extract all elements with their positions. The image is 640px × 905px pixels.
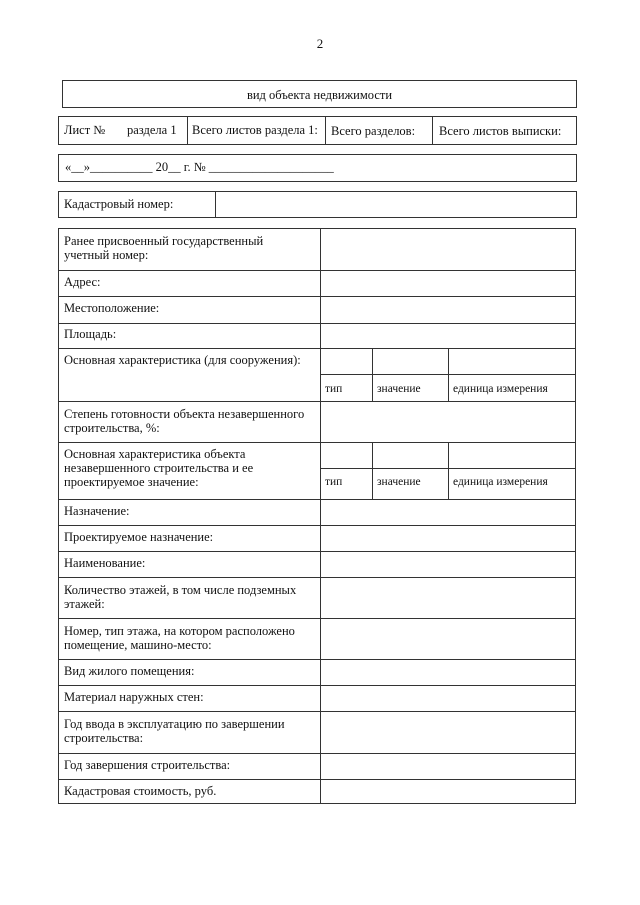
char-type-header: тип: [325, 383, 343, 395]
object-type-label: вид объекта недвижимости: [246, 88, 393, 102]
value-previous-number[interactable]: [321, 229, 575, 270]
unfinished-char-value-header: значение: [377, 476, 421, 488]
section-label: раздела 1: [127, 123, 177, 137]
value-location[interactable]: [321, 297, 575, 323]
value-floor-number[interactable]: [321, 619, 575, 659]
object-type-box: [62, 80, 577, 108]
cadastral-number-box: [58, 191, 577, 218]
row-label-previous-number: Ранее присвоенный государственный учетный номер:: [64, 234, 264, 262]
cadastral-number-label: Кадастровый номер:: [64, 197, 174, 211]
date-number-line[interactable]: «__»__________ 20__ г. № ____________________: [65, 160, 334, 174]
sheet-no-label: Лист №: [64, 123, 106, 137]
row-label-completion-year: Год завершения строительства:: [64, 758, 231, 772]
row-label-purpose: Назначение:: [64, 504, 130, 518]
object-details-table: [58, 228, 576, 804]
value-residential-type[interactable]: [321, 660, 575, 685]
unfinished-char-unit-header: единица измерения: [453, 476, 548, 488]
value-wall-material[interactable]: [321, 686, 575, 711]
row-label-floors-count: Количество этажей, в том числе подземных этажей:: [64, 583, 297, 611]
date-number-box: [58, 154, 577, 182]
unfinished-char-type-header: тип: [325, 476, 343, 488]
value-address[interactable]: [321, 271, 575, 296]
value-completion-year[interactable]: [321, 754, 575, 779]
page-number: 2: [316, 36, 324, 51]
row-label-commissioning-year: Год ввода в эксплуатацию по завершении строительства:: [64, 717, 285, 745]
value-name[interactable]: [321, 552, 575, 577]
value-area[interactable]: [321, 324, 575, 348]
value-commissioning-year[interactable]: [321, 712, 575, 753]
row-label-structure-characteristic: Основная характеристика (для сооружения):: [64, 353, 301, 367]
row-label-address: Адрес:: [64, 275, 101, 289]
total-section-sheets-label: Всего листов раздела 1:: [192, 123, 318, 137]
sheet-info-row: [58, 116, 577, 145]
row-label-floor-number: Номер, тип этажа, на котором расположено помещение, машино-место:: [64, 624, 295, 652]
char-value-header: значение: [377, 383, 421, 395]
value-planned-purpose[interactable]: [321, 526, 575, 551]
total-extract-sheets-label: Всего листов выписки:: [439, 124, 562, 138]
char-unit-header: единица измерения: [453, 383, 548, 395]
row-label-planned-purpose: Проектируемое назначение:: [64, 530, 214, 544]
value-floors-count[interactable]: [321, 578, 575, 618]
row-label-residential-type: Вид жилого помещения:: [64, 664, 195, 678]
row-label-area: Площадь:: [64, 327, 117, 341]
row-label-name: Наименование:: [64, 556, 146, 570]
cadastral-number-field[interactable]: [216, 192, 576, 217]
value-cadastral-value[interactable]: [321, 780, 575, 803]
row-label-unfinished-characteristic: Основная характеристика объекта незавершенного строительства и ее проектируемое значение:: [64, 447, 254, 489]
total-sections-label: Всего разделов:: [331, 124, 416, 138]
row-label-cadastral-value: Кадастровая стоимость, руб.: [64, 784, 217, 798]
row-label-completion-degree: Степень готовности объекта незавершенного строительства, %:: [64, 407, 305, 435]
row-label-wall-material: Материал наружных стен:: [64, 690, 204, 704]
row-label-location: Местоположение:: [64, 301, 160, 315]
value-purpose[interactable]: [321, 500, 575, 525]
value-completion-degree[interactable]: [321, 402, 575, 442]
